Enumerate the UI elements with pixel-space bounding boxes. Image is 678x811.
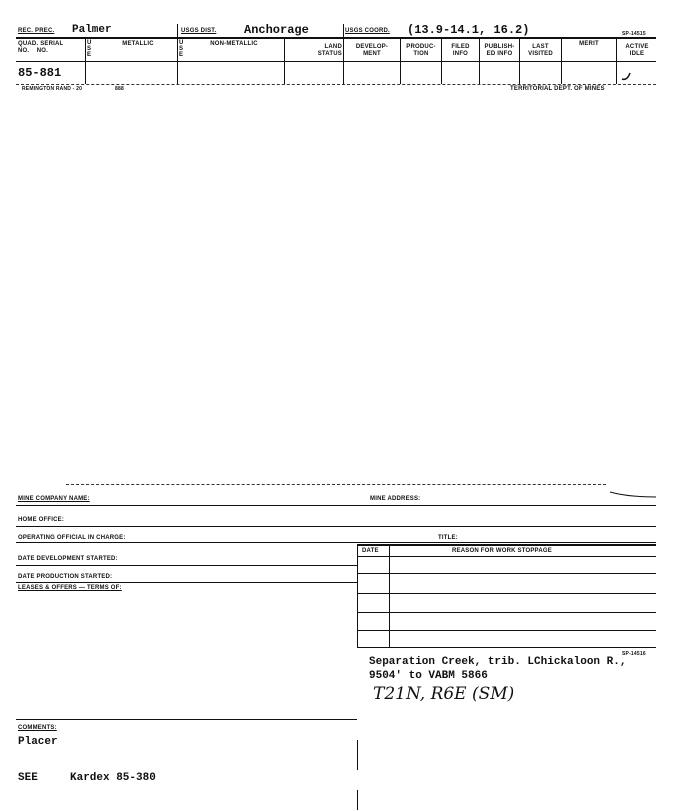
- form-number-bottom: SP-14516: [622, 651, 646, 657]
- col-separator: [85, 38, 86, 84]
- col-header-production: PRODUC- TION: [406, 44, 436, 57]
- date-column-header: DATE: [362, 548, 379, 554]
- col-separator: [177, 24, 178, 84]
- date-development-label: DATE DEVELOPMENT STARTED:: [18, 556, 118, 562]
- see-label: SEE: [18, 772, 38, 784]
- col-header-published-info: PUBLISH- ED INFO: [484, 44, 515, 57]
- record-number: 85-881: [18, 66, 62, 80]
- col-header-active-idle: ACTIVE IDLE: [625, 44, 649, 57]
- usgs-dist-label: USGS DIST.: [181, 28, 217, 34]
- corner-stroke-icon: [608, 488, 658, 500]
- table-row-rule: [357, 630, 656, 631]
- col-header-land-status: LAND STATUS: [317, 44, 342, 57]
- comments-label: COMMENTS:: [18, 725, 57, 731]
- col-header-merit: MERIT: [579, 41, 599, 47]
- table-row-rule: [357, 593, 656, 594]
- card-footer-code: 888: [115, 86, 124, 92]
- comments-value: Placer: [18, 736, 58, 748]
- location-line-1: Separation Creek, trib. LChickaloon R.,: [369, 656, 627, 668]
- leases-offers-label: LEASES & OFFERS — TERMS OF:: [18, 585, 122, 591]
- form-rule: [16, 542, 656, 543]
- mine-address-label: MINE ADDRESS:: [370, 496, 421, 502]
- see-value: Kardex 85-380: [70, 772, 156, 784]
- operating-official-label: OPERATING OFFICIAL IN CHARGE:: [18, 535, 126, 541]
- date-production-label: DATE PRODUCTION STARTED:: [18, 574, 113, 580]
- header-rule-bottom: [16, 61, 656, 62]
- col-header-last-visited: LAST VISITED: [528, 44, 553, 57]
- form-vertical-mark: [357, 740, 358, 770]
- col-header-use-2: U S E: [179, 40, 184, 58]
- col-header-metallic: METALLIC: [122, 41, 154, 47]
- col-separator: [284, 38, 285, 84]
- check-mark-icon: [620, 70, 634, 82]
- table-row-rule: [357, 612, 656, 613]
- table-row-rule: [357, 573, 656, 574]
- mine-company-label: MINE COMPANY NAME:: [18, 496, 90, 502]
- table-row-rule: [357, 647, 656, 648]
- form-rule: [16, 565, 357, 566]
- table-row-rule: [357, 556, 656, 557]
- form-rule: [16, 526, 656, 527]
- usgs-coord-value: (13.9-14.1, 16.2): [407, 23, 530, 37]
- table-border: [357, 544, 358, 647]
- table-column-separator: [389, 544, 390, 647]
- form-rule: [16, 582, 357, 583]
- form-rule: [16, 719, 357, 720]
- col-header-non-metallic: NON-METALLIC: [210, 41, 258, 47]
- rec-prec-value: Palmer: [72, 24, 112, 36]
- col-header-use-1: U S E: [87, 40, 92, 58]
- title-label: TITLE:: [438, 535, 458, 541]
- card-bottom-dashed-rule: [16, 84, 656, 85]
- reason-column-header: REASON FOR WORK STOPPAGE: [452, 548, 552, 554]
- card-footer-left: REMINGTON RAND - 20: [22, 86, 83, 92]
- usgs-dist-value: Anchorage: [244, 23, 309, 37]
- usgs-coord-label: USGS COORD.: [345, 28, 390, 34]
- form-rule: [16, 505, 656, 506]
- home-office-label: HOME OFFICE:: [18, 517, 65, 523]
- col-header-quad-serial: QUAD. SERIAL NO. NO.: [18, 41, 64, 54]
- form-vertical-mark: [357, 790, 358, 810]
- location-line-2: 9504' to VABM 5866: [369, 670, 488, 682]
- form-number-top: SP-14515: [622, 31, 646, 37]
- card-footer-right: TERRITORIAL DEPT. OF MINES: [510, 86, 605, 92]
- form-rule: [357, 544, 656, 546]
- col-header-development: DEVELOP- MENT: [355, 44, 389, 57]
- header-rule-top: [16, 37, 656, 39]
- col-header-filed-info: FILED INFO: [451, 44, 470, 57]
- rec-prec-label: REC. PREC.: [18, 28, 55, 34]
- bottom-card-top-dashed-rule: [66, 484, 606, 485]
- handwritten-township-range: T21N, R6E (SM): [373, 684, 515, 704]
